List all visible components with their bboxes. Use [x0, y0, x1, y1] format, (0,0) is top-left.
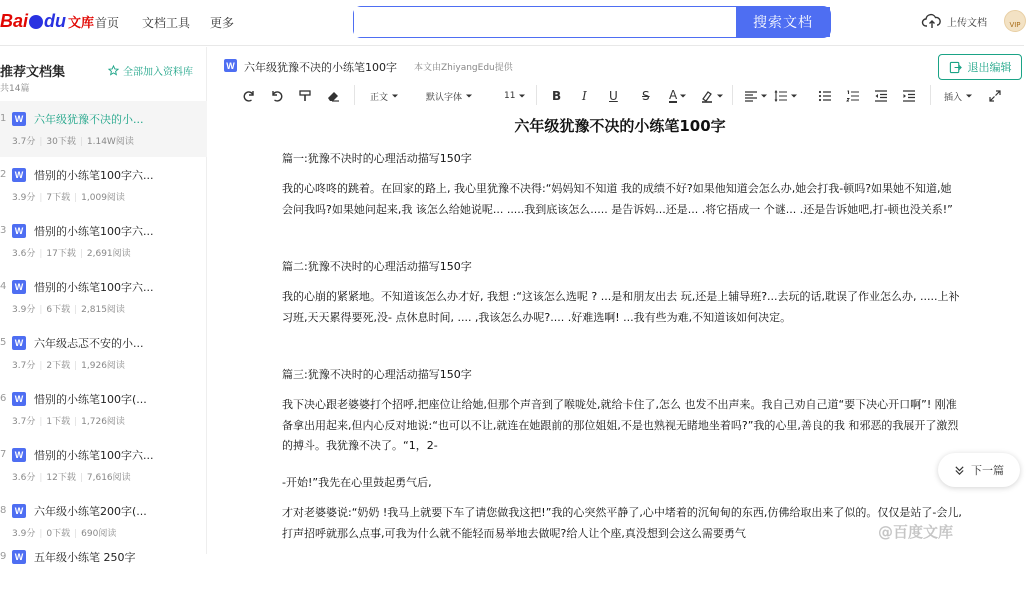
doc-downloads: 7下载 — [46, 193, 71, 203]
eraser-icon[interactable] — [326, 88, 340, 104]
redo-icon[interactable] — [242, 88, 256, 104]
caret-down-icon — [518, 92, 526, 100]
exit-edit-button[interactable] — [938, 54, 1022, 80]
top-bar — [0, 0, 1024, 46]
nav-more[interactable]: 更多 — [210, 16, 235, 30]
add-all-label: 全部加入资料库 — [123, 67, 193, 78]
search-button[interactable]: 搜索文档 — [736, 7, 830, 37]
caret-down-icon — [391, 92, 399, 100]
paragraph[interactable]: 我下决心跟老婆婆打个招呼,把座位让给她,但那个声音到了喉咙处,就给卡住了,怎么 也发不出声来。我自己劝自己道“要下决心开口啊”! 刚准备拿出用起来,但内心反对地说:“也可以不让,就连在她跟前的那位姐姐,不是也熟视无睹地坐着吗?”我的心里,善良的我 和邪恶的我展开了激烈的搏斗。我犹豫不决了。“1，2- — [282, 398, 959, 452]
upload-label: 上传文档 — [947, 17, 987, 29]
doc-downloads: 0下载 — [46, 529, 71, 539]
sidebar-header — [0, 61, 207, 101]
search-bar — [353, 6, 831, 38]
doc-title: 六年级小练笔200字(... — [34, 505, 147, 518]
doc-title: 六年级忐忑不安的小... — [34, 337, 144, 350]
doc-index: 5 — [0, 337, 7, 348]
document-editor[interactable] — [208, 107, 1024, 554]
star-icon — [108, 65, 119, 76]
font-family-select[interactable] — [426, 88, 473, 104]
search-input[interactable] — [354, 7, 736, 37]
doc-meta: 3.9分 | 6下载 | 2,815阅读 — [12, 305, 125, 315]
highlight-icon[interactable] — [700, 88, 724, 104]
sidebar-doc-item[interactable] — [0, 325, 207, 381]
italic-icon[interactable]: I — [582, 89, 587, 103]
doc-title: 惜别的小练笔100字六... — [34, 449, 154, 462]
exit-edit-label: 退出编辑 — [967, 61, 1012, 74]
bulleted-list-icon[interactable] — [818, 88, 832, 104]
word-doc-icon: W — [12, 224, 26, 238]
doc-score: 3.9分 — [12, 305, 36, 315]
paragraph[interactable]: 篇一:犹豫不决时的心理活动描写150字 — [282, 152, 472, 165]
doc-index: 2 — [0, 169, 7, 180]
doc-index: 7 — [0, 449, 7, 460]
doc-meta: 3.9分 | 7下载 | 1,009阅读 — [12, 193, 125, 203]
doc-downloads: 2下载 — [46, 361, 71, 371]
paragraph[interactable]: 我的心咚咚的跳着。在回家的路上, 我心里犹豫不决得:“妈妈知不知道 我的成绩不好?如果他知道会怎么办,她会打我-顿吗?如果她不知道,她会问我吗?如果她问起来,我 该怎么给她说呢... .....我到底该怎么..... 是告诉妈...还是... .将它捂成一 个谜... .还是告诉她吧,打-顿也没关系!” — [282, 182, 953, 216]
editor-toolbar — [208, 85, 1024, 107]
paragraph[interactable]: 篇二:犹豫不决时的心理活动描写150字 — [282, 260, 472, 273]
doc-index: 1 — [0, 113, 7, 124]
paragraph[interactable]: -开始!”我先在心里鼓起勇气后, — [282, 476, 432, 489]
caret-down-icon — [965, 92, 973, 100]
doc-reads: 7,616阅读 — [86, 473, 131, 483]
next-doc-label: 下一篇 — [971, 464, 1004, 477]
doc-meta: 3.7分 | 30下载 | 1.14W阅读 — [12, 137, 134, 147]
doc-title: 五年级小练笔 250字 — [34, 551, 136, 564]
caret-down-icon — [465, 92, 473, 100]
insert-label: 插入 — [944, 92, 963, 103]
doc-meta: 3.7分 | 1下载 | 1,726阅读 — [12, 417, 125, 427]
doc-count: 共14篇 — [0, 84, 30, 94]
doc-source: 本文由ZhiyangEdu提供 — [414, 63, 513, 73]
line-spacing-icon[interactable] — [774, 88, 798, 104]
format-painter-icon[interactable] — [298, 88, 312, 104]
doc-reads: 690阅读 — [81, 529, 117, 539]
next-doc-button[interactable] — [938, 453, 1020, 487]
doc-index: 4 — [0, 281, 7, 292]
doc-score: 3.7分 — [12, 137, 36, 147]
doc-downloads: 17下载 — [46, 249, 76, 259]
word-doc-icon: W — [224, 59, 237, 72]
doc-score: 3.6分 — [12, 249, 36, 259]
insert-menu[interactable] — [944, 88, 973, 104]
doc-index: 3 — [0, 225, 7, 236]
doc-downloads: 1下载 — [46, 417, 71, 427]
logo-wenku: 文库 — [68, 15, 95, 31]
sidebar-doc-item[interactable] — [0, 213, 207, 269]
doc-header — [208, 47, 1024, 85]
doc-score: 3.9分 — [12, 193, 36, 203]
watermark: @百度文库 — [878, 523, 954, 541]
doc-reads: 2,815阅读 — [81, 305, 125, 315]
doc-index: 8 — [0, 505, 7, 516]
doc-downloads: 12下载 — [46, 473, 76, 483]
paragraph[interactable]: 才对老婆婆说:“奶奶 !我马上就要下车了请您做我这把!”我的心突然平静了,心中堵着的沉甸甸的东西,仿佛给取出来了似的。仅仅是站了-会儿,打声招呼就那么点事,可我为什么就不能轻而易举地去做呢?给人让个座,真没想到会这么需要勇气 — [282, 506, 962, 540]
doc-index: 9 — [0, 551, 7, 562]
upload-button[interactable] — [922, 13, 987, 29]
sidebar-doc-item[interactable] — [0, 101, 207, 157]
add-all-to-library-button[interactable] — [108, 63, 193, 78]
doc-name: 六年级犹豫不决的小练笔100字 — [244, 61, 397, 74]
numbered-list-icon[interactable] — [846, 88, 860, 104]
font-size-value: 11 — [504, 91, 516, 101]
sidebar-doc-item[interactable] — [0, 269, 207, 325]
cloud-upload-icon — [922, 13, 942, 29]
word-doc-icon: W — [12, 280, 26, 294]
doc-score: 3.7分 — [12, 417, 36, 427]
word-doc-icon: W — [12, 504, 26, 518]
indent-decrease-icon[interactable] — [874, 88, 888, 104]
doc-title: 惜别的小练笔100字六... — [34, 281, 154, 294]
word-doc-icon: W — [12, 550, 26, 564]
doc-meta: 3.9分 | 0下载 | 690阅读 — [12, 529, 117, 539]
doc-meta: 3.7分 | 2下载 | 1,926阅读 — [12, 361, 125, 371]
doc-meta: 3.6分 | 17下载 | 2,691阅读 — [12, 249, 131, 259]
doc-title: 惜别的小练笔100字(... — [34, 393, 147, 406]
word-doc-icon: W — [12, 112, 26, 126]
font-size-select[interactable] — [504, 88, 526, 104]
doc-index: 6 — [0, 393, 7, 404]
doc-meta: 3.6分 | 12下载 | 7,616阅读 — [12, 473, 131, 483]
doc-reads: 1,926阅读 — [81, 361, 125, 371]
logo-bai: Bai — [0, 10, 29, 31]
doc-title: 六年级犹豫不决的小... — [34, 113, 144, 126]
doc-score: 3.7分 — [12, 361, 36, 371]
word-doc-icon: W — [12, 392, 26, 406]
font-color-icon[interactable]: A — [669, 88, 687, 104]
recommended-docs-sidebar — [0, 47, 207, 564]
double-chevron-down-icon — [954, 465, 965, 476]
nav-home[interactable]: 首页 — [95, 16, 120, 30]
doc-reads: 2,691阅读 — [86, 249, 131, 259]
strikethrough-icon[interactable]: S — [642, 89, 650, 103]
indent-increase-icon[interactable] — [902, 88, 916, 104]
sidebar-doc-item[interactable] — [0, 157, 207, 213]
undo-icon[interactable] — [270, 88, 284, 104]
word-doc-icon: W — [12, 448, 26, 462]
paragraph-style-select[interactable] — [370, 88, 399, 104]
doc-score: 3.6分 — [12, 473, 36, 483]
sidebar-doc-item[interactable] — [0, 437, 207, 493]
paw-icon — [29, 15, 43, 29]
font-family-value: 默认字体 — [426, 92, 463, 103]
sidebar-doc-item[interactable] — [0, 381, 207, 437]
word-doc-icon: W — [12, 336, 26, 350]
baidu-wenku-logo[interactable] — [0, 8, 94, 34]
logo-du: du — [44, 10, 67, 31]
document-title: 六年级犹豫不决的小练笔100字 — [514, 117, 726, 135]
sidebar-title: 推荐文档集 — [0, 65, 66, 80]
word-doc-icon: W — [12, 168, 26, 182]
doc-reads: 1.14W阅读 — [86, 137, 134, 147]
bold-icon[interactable]: B — [552, 89, 562, 103]
paragraph[interactable]: 我的心崩的紧紧地。不知道该怎么办才好, 我想 :“这该怎么选呢 ? ...是和朋友出去 玩,还是上辅导班?...去玩的话,耽误了作业怎么办, .....上补习班,天天累得要死,没- 点休息时间, .... ,我该怎么办呢?.... .好难选啊! ...我有些为难,不知道该如何决定。 — [282, 290, 960, 324]
doc-score: 3.9分 — [12, 529, 36, 539]
underline-icon[interactable]: U — [609, 89, 618, 103]
doc-reads: 1,009阅读 — [81, 193, 125, 203]
doc-title: 惜别的小练笔100字六... — [34, 169, 154, 182]
fullscreen-icon[interactable] — [988, 88, 1002, 104]
vip-avatar[interactable]: VIP — [1004, 10, 1026, 32]
doc-downloads: 30下载 — [46, 137, 76, 147]
doc-title: 惜别的小练笔100字六... — [34, 225, 154, 238]
nav-doc-tools[interactable]: 文档工具 — [142, 16, 191, 30]
paragraph-style-value: 正文 — [370, 92, 389, 103]
doc-downloads: 6下载 — [46, 305, 71, 315]
exit-icon — [949, 61, 962, 74]
doc-reads: 1,726阅读 — [81, 417, 125, 427]
align-left-icon[interactable] — [744, 88, 768, 104]
sidebar-doc-item[interactable] — [0, 539, 207, 595]
paragraph[interactable]: 篇三:犹豫不决时的心理活动描写150字 — [282, 368, 472, 381]
